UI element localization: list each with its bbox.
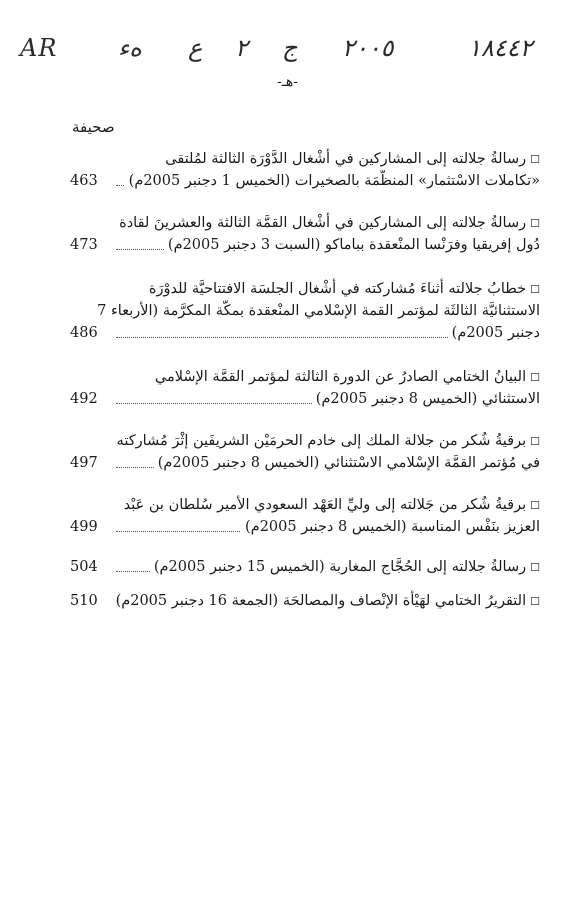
page-number: 473 bbox=[70, 237, 98, 253]
checkbox-bullet-icon: ☐ bbox=[530, 283, 540, 296]
page-number: 504 bbox=[70, 559, 98, 575]
page-number-mark: -هـ- bbox=[277, 74, 298, 90]
toc-entry bbox=[70, 212, 540, 278]
toc-line: ☐التقريرُ الختامي لهَيْأة الإنْصاف والمصالحَة (الجمعة 16 دجنبر 2005م) bbox=[70, 590, 540, 612]
handwritten-annotation bbox=[20, 24, 550, 72]
toc-entry bbox=[70, 148, 540, 212]
page-number: 492 bbox=[70, 391, 98, 407]
table-of-contents bbox=[70, 148, 540, 620]
toc-line: ☐رسالةُ جلالته إلى المشاركين في أشْغال الدَّوْرَة الثالثة لمُلتقى bbox=[70, 148, 540, 170]
checkbox-bullet-icon: ☐ bbox=[530, 561, 540, 574]
toc-line: «تكاملات الاسْتثمار» المنظَّمَة بالصخيرات (الخميس 1 دجنبر 2005م) bbox=[70, 170, 540, 192]
page-number: 486 bbox=[70, 325, 98, 341]
handwritten-mark: ع bbox=[188, 34, 203, 62]
handwritten-mark: ٢ bbox=[235, 34, 248, 62]
handwritten-mark: AR bbox=[20, 34, 58, 62]
toc-entry bbox=[70, 366, 540, 430]
toc-entry bbox=[70, 430, 540, 494]
page-number: 463 bbox=[70, 173, 98, 189]
page-number: 510 bbox=[70, 593, 98, 609]
checkbox-bullet-icon: ☐ bbox=[530, 435, 540, 448]
toc-entry bbox=[70, 494, 540, 556]
checkbox-bullet-icon: ☐ bbox=[530, 595, 540, 608]
toc-line: الاستثنائي (الخميس 8 دجنبر 2005م) bbox=[70, 388, 540, 410]
checkbox-bullet-icon: ☐ bbox=[530, 499, 540, 512]
page-number: 497 bbox=[70, 455, 98, 471]
toc-line: ☐برقيةُ شُكر من جلالة الملك إلى خادم الحرمَيْن الشريفَين إثْرَ مُشاركته bbox=[70, 430, 540, 452]
toc-line: في مُؤتمر القمَّة الإسْلامي الاسْتثنائي (الخميس 8 دجنبر 2005م) bbox=[70, 452, 540, 474]
handwritten-mark: ١٨٤٤٢ bbox=[468, 34, 533, 62]
checkbox-bullet-icon: ☐ bbox=[530, 371, 540, 384]
toc-line: دجنبر 2005م) bbox=[70, 322, 540, 344]
toc-line: ☐رسالةُ جلالته إلى المشاركين في أشْغال القمَّة الثالثة والعشرينَ لقادة bbox=[70, 212, 540, 234]
checkbox-bullet-icon: ☐ bbox=[530, 217, 540, 230]
toc-line: الاستثنائيَّة الثالثَة لمؤتمر القمة الإسْلامي المنْعقدة بمكَّة المكرَّمة (الأربعاء 7 bbox=[70, 300, 540, 322]
toc-line: ☐رسالةُ جلالته إلى الحُجَّاج المغاربة (الخميس 15 دجنبر 2005م) bbox=[70, 556, 540, 578]
handwritten-mark: ٢٠٠٥ bbox=[342, 34, 394, 62]
toc-entry bbox=[70, 590, 540, 620]
toc-entry bbox=[70, 278, 540, 366]
handwritten-mark: ج bbox=[282, 34, 298, 62]
toc-entry bbox=[70, 556, 540, 590]
handwritten-mark: ﻩﺀ bbox=[118, 34, 142, 62]
checkbox-bullet-icon: ☐ bbox=[530, 153, 540, 166]
toc-line: العزيز بنَفْس المناسبة (الخميس 8 دجنبر 2005م) bbox=[70, 516, 540, 538]
toc-line: دُول إفريقيا وفرَنْسا المنْعقدة بباماكو (السبت 3 دجنبر 2005م) bbox=[70, 234, 540, 256]
page-column-header: صحيفة bbox=[72, 118, 115, 136]
toc-line: ☐خطابُ جلالته أثناءَ مُشاركته في أشْغال الجلسَة الافتتاحيَّة للدوْرَة bbox=[70, 278, 540, 300]
page-number: 499 bbox=[70, 519, 98, 535]
toc-line: ☐البيانُ الختامي الصادرُ عن الدورة الثالثة لمؤتمر القمَّة الإسْلامي bbox=[70, 366, 540, 388]
toc-line: ☐برقيةُ شُكر من جَلالته إلى وليِّ العَهْد السعودي الأمير سُلطان بن عَبْد bbox=[70, 494, 540, 516]
